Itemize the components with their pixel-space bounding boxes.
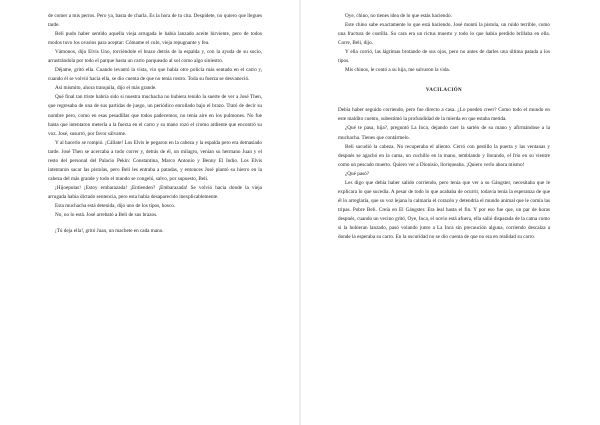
left-page-text (48, 12, 262, 236)
paragraph: Y ella corrió, las lágrimas brotando de sus ojos, pero no antes de darles una última patada a los tipos. (338, 49, 550, 65)
paragraph: Beli pudo haber sentido aquella vieja arrugada le había lanzado aceite hirviente, pero de todos modos tuvo los ovarios para aceptar: Cómame el culo, vieja repugnante y fea. (48, 31, 262, 47)
paragraph: Este chino sabe exactamente lo que está haciendo. José montó la pistola, un ruido terrible, como una fractura de costilla. Su cara era un rictus muerto y todo lo que había perdido brillaba en ella. Corre, Beli, dijo. (338, 22, 550, 47)
paragraph: Y al hacerlo se rompió. ¡Cállate! Los Elvis le pegaron en la cabeza y la espalda pero era demasiado tarde. José Then se acercaba a todo correr y, detrás de él, un milagro, venían su hermano Juan y el resto del personal del Palacio Pekín: Constantina, Marco Antonio y Benny El Indio. Los Elvis intentaron sacar las pistolas, pero Beli les entraba a patadas, y entonces José plantó su hierro en la cabeza del más grande y todo el mundo se congeló, salvo, por supuesto, Beli. (48, 139, 262, 182)
paragraph: ¡Tú deja ella!, gritó Juan, un machete en cada mano. (55, 228, 164, 235)
section-heading: VACILACIÓN (425, 88, 463, 94)
paragraph: Así mismito, ahora tranquila, dijo el más grande. (55, 85, 157, 92)
paragraph: de comer a mis perros. Pero ya, basta de charla. Es la hora de tu cita. Despídete, no quiero que llegues tarde. (48, 13, 262, 29)
paragraph: Oye, chino, no tienes idea de lo que estás haciendo. (345, 13, 452, 19)
paragraph: Beli sacudió la cabeza. No recuperaba el aliento. Cerró con pestillo la puerta y las ventanas y después se agachó en la cama, un cuchillo en la mano, temblando y llorando, el frío en su vientre como un pescado muerto. Quiero ver a Dionisio, lloriqueaba. ¡Quiero verlo ahora mismo! (338, 143, 550, 168)
paragraph: ¡Hijoeputas! ¡Estoy embarazada! ¡Entienden? ¡Embarazada! Se volvió hacia donde la vieja arrugada había dictado sentencia, pero esta había desaparecido inexplicablemente. (48, 184, 262, 200)
paragraph: No, no lo está. José arrebató a Beli de sus brazos. (55, 212, 158, 219)
paragraph: Les digo que debía haber salido corriendo, pero tenía que ver a su Gángster, necesitaba que le explicara lo que sucedía. A pesar de todo lo que acababa de ocurrir, todavía tenía la esperanza de que él lo arreglaría, que su voz lejana la calmaría el corazón y detendría el mundo animal que le comía las tripas. Pobre Beli. Creía en El Gángster. Era leal hasta el fin. Y por eso fue que, un par de horas después, cuando un vecino gritó, Oye, Inca, el novio está afuera, ella salió disparada de la cama como si la hubieran lanzado, pasó volando junto a La Inca sin precaución alguna, corriendo descalza a donde la esperaba su carro. En la oscuridad no se dio cuenta de que no era en realidad su carro. (338, 179, 550, 241)
paragraph: ¿Qué pasó? (345, 170, 370, 177)
paragraph: Vámonos, dijo Elvis Uno, torciéndole el brazo detrás de la espalda y, con la ayuda de su socio, arrastrándola por todo el parque hasta un carro parqueado al sol como algo siniestro. (48, 49, 262, 65)
paragraph: ¿Qué te pasa, hija?, preguntó La Inca, dejando caer la sartén de su mano y afirmándose a la muchacha. Tienes que contármelo. (338, 125, 550, 141)
right-page-text (338, 12, 550, 242)
paragraph: Qué final tan triste habría sido si nuestra muchacha no hubiera tenido la suerte de ver a José Then, que regresaba de una de sus partidas de juego, un periódico enrollado bajo el brazo. Trató de decir su nombre pero, como en esas pesadillas que todos padecemos, no tenía aire en los pulmones. No fue hasta que intentaron meterla a la fuerza en el carro y su mano rozó el cromo ardiente que encontró su voz. José, susurró, por favor sálvame. (48, 94, 262, 137)
paragraph: Esta muchacha está detenida, dijo uno de los tipos, hosco. (55, 202, 176, 209)
paragraph: Debía haber seguido corriendo, pero fue directo a casa. ¿Lo pueden creer? Como todo el mundo en este maldito cuento, subestimó la profundidad de la mierda en que estaba metida. (338, 107, 550, 123)
paragraph: Mis chinos, le contó a su hija, me salvaron la vida. (345, 67, 451, 74)
paragraph: Déjame, gritó ella. Cuando levantó la vista, vio que había otro policía más sentado en el carro y, cuando él se volvió hacia ella, se dio cuenta de que no tenía rostro. Toda su fuerza se desvaneció. (48, 67, 262, 83)
